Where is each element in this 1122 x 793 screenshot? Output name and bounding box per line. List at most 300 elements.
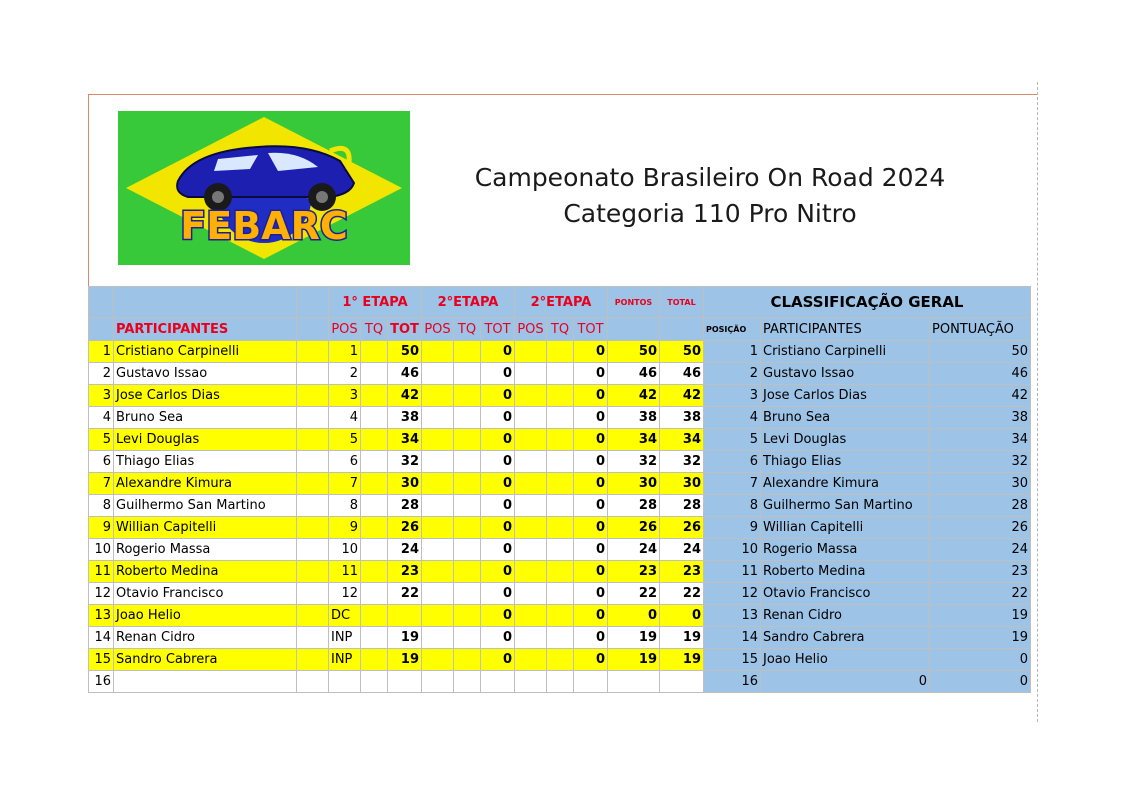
etapa3-tot: 0 [574,649,608,671]
pontos-value: 46 [608,363,660,385]
etapa1-tot: 30 [388,473,422,495]
table-row [89,561,1031,583]
etapa3-tot: 0 [574,605,608,627]
classificacao-pontuacao: 42 [930,385,1031,407]
etapa2-tq [454,561,481,583]
etapa3-tot: 0 [574,539,608,561]
pontuacao-header: PONTUAÇÃO [930,318,1031,341]
pontos-value: 50 [608,341,660,363]
etapa3-tq [547,495,574,517]
classificacao-geral-header: CLASSIFICAÇÃO GERAL [704,287,1031,318]
tot-header-2: TOT [481,318,515,341]
etapa1-tq [361,341,388,363]
total-value: 19 [660,627,704,649]
classificacao-name: Renan Cidro [761,605,930,627]
classificacao-name: Cristiano Carpinelli [761,341,930,363]
total-value: 26 [660,517,704,539]
pontos-value: 26 [608,517,660,539]
classificacao-posicao: 6 [704,451,761,473]
etapa2-tq [454,605,481,627]
etapa3-tot: 0 [574,583,608,605]
classificacao-posicao: 1 [704,341,761,363]
classificacao-posicao: 5 [704,429,761,451]
etapa3-tot: 0 [574,363,608,385]
pos-header-2: POS [422,318,454,341]
etapa3-tot: 0 [574,517,608,539]
etapa2-tot: 0 [481,561,515,583]
etapa3-tot: 0 [574,561,608,583]
etapa3-tq [547,451,574,473]
row-number: 15 [89,649,114,671]
table-row [89,671,1031,693]
etapa1-pos: 12 [329,583,361,605]
etapa3-tot: 0 [574,473,608,495]
participant-name: Alexandre Kimura [114,473,297,495]
etapa3-tq [547,605,574,627]
etapa3-tq [547,517,574,539]
etapa3-tot: 0 [574,451,608,473]
svg-text:FEBARC: FEBARC [180,204,348,248]
blank-col [297,473,329,495]
pontos-value: 24 [608,539,660,561]
total-value: 50 [660,341,704,363]
standings-table [88,286,1031,693]
table-row [89,363,1031,385]
etapa1-pos: 4 [329,407,361,429]
page-break-line [1037,82,1038,722]
table-row [89,517,1031,539]
etapa1-tot: 28 [388,495,422,517]
etapa2-pos [422,671,454,693]
etapa2-tot: 0 [481,495,515,517]
classificacao-posicao: 3 [704,385,761,407]
etapa2-tq [454,407,481,429]
blank-col [297,605,329,627]
classificacao-posicao: 15 [704,649,761,671]
total-value: 22 [660,583,704,605]
classificacao-pontuacao: 38 [930,407,1031,429]
etapa1-tot: 22 [388,583,422,605]
total-value: 42 [660,385,704,407]
row-number: 7 [89,473,114,495]
table-row [89,583,1031,605]
classificacao-pontuacao: 28 [930,495,1031,517]
classificacao-pontuacao: 46 [930,363,1031,385]
pontos-value: 23 [608,561,660,583]
etapa2-pos [422,451,454,473]
title-line-2: Categoria 110 Pro Nitro [563,199,857,228]
table-row [89,385,1031,407]
classificacao-name: Sandro Cabrera [761,627,930,649]
total-value: 32 [660,451,704,473]
blank-col [297,341,329,363]
etapa1-pos: 9 [329,517,361,539]
blank-col [297,517,329,539]
classificacao-name: Joao Helio [761,649,930,671]
etapa1-tot: 23 [388,561,422,583]
blank-col [297,583,329,605]
etapa2-tq [454,341,481,363]
participant-name: Joao Helio [114,605,297,627]
row-number: 5 [89,429,114,451]
tq-header-2: TQ [454,318,481,341]
classificacao-posicao: 12 [704,583,761,605]
participant-name: Gustavo Issao [114,363,297,385]
etapa3-tq [547,363,574,385]
etapa2-tot: 0 [481,451,515,473]
pontos-value: 28 [608,495,660,517]
etapa3-pos [515,605,547,627]
etapa1-pos: 3 [329,385,361,407]
classificacao-name: Levi Douglas [761,429,930,451]
classificacao-pontuacao: 50 [930,341,1031,363]
etapa2-pos [422,583,454,605]
etapa2-tot [481,671,515,693]
blank-col [297,649,329,671]
tot-header-3: TOT [574,318,608,341]
tq-header-1: TQ [361,318,388,341]
participant-name: Jose Carlos Dias [114,385,297,407]
etapa1-pos: 11 [329,561,361,583]
pontos-value: 19 [608,627,660,649]
etapa2-pos [422,495,454,517]
etapa3-tot: 0 [574,385,608,407]
classificacao-posicao: 10 [704,539,761,561]
etapa2-pos [422,539,454,561]
pontos-value: 42 [608,385,660,407]
classificacao-pontuacao: 30 [930,473,1031,495]
etapa1-tq [361,605,388,627]
classificacao-posicao: 11 [704,561,761,583]
classificacao-posicao: 7 [704,473,761,495]
etapa1-tot: 42 [388,385,422,407]
etapa2-pos [422,363,454,385]
febarc-logo [118,111,410,265]
classificacao-name: Willian Capitelli [761,517,930,539]
etapa2-tot: 0 [481,363,515,385]
blank-col [297,627,329,649]
total-value: 46 [660,363,704,385]
etapa3-tq [547,649,574,671]
etapa1-tq [361,561,388,583]
etapa1-tq [361,429,388,451]
total-value: 24 [660,539,704,561]
etapa1-tq [361,649,388,671]
classificacao-name: Guilhermo San Martino [761,495,930,517]
etapa2-pos [422,385,454,407]
etapa1-pos: 1 [329,341,361,363]
etapa3-pos [515,385,547,407]
etapa2-tot: 0 [481,649,515,671]
etapa1-tot: 32 [388,451,422,473]
etapa1-tq [361,583,388,605]
etapa2-tot: 0 [481,583,515,605]
participant-name: Renan Cidro [114,627,297,649]
total-value: 19 [660,649,704,671]
etapa2-pos [422,429,454,451]
etapa2-pos [422,473,454,495]
etapa3-pos [515,671,547,693]
participant-name: Rogerio Massa [114,539,297,561]
classificacao-posicao: 8 [704,495,761,517]
classificacao-pontuacao: 0 [930,671,1031,693]
etapa3-pos [515,429,547,451]
row-number: 6 [89,451,114,473]
etapa1-pos: 8 [329,495,361,517]
etapa1-tot: 19 [388,627,422,649]
etapa2-tq [454,451,481,473]
etapa1-tot [388,605,422,627]
etapa2-tot: 0 [481,407,515,429]
etapa2-tq [454,429,481,451]
blank-col [297,495,329,517]
classificacao-posicao: 2 [704,363,761,385]
blank-col [297,429,329,451]
etapa3-pos [515,363,547,385]
classificacao-posicao: 14 [704,627,761,649]
classificacao-pontuacao: 23 [930,561,1031,583]
etapa1-tq [361,671,388,693]
title-line-1: Campeonato Brasileiro On Road 2024 [474,163,946,192]
classificacao-pontuacao: 19 [930,627,1031,649]
total-header: TOTAL [660,287,704,318]
etapa3-pos [515,495,547,517]
etapa2-tq [454,627,481,649]
etapa1-pos: DC [329,605,361,627]
participant-name: Sandro Cabrera [114,649,297,671]
pontos-header: PONTOS [608,287,660,318]
participant-name: Roberto Medina [114,561,297,583]
classificacao-name: Alexandre Kimura [761,473,930,495]
classificacao-pontuacao: 19 [930,605,1031,627]
pontos-value: 38 [608,407,660,429]
etapa2-pos [422,627,454,649]
total-value: 28 [660,495,704,517]
etapa3-pos [515,341,547,363]
table-row [89,495,1031,517]
classificacao-pontuacao: 0 [930,649,1031,671]
row-number: 1 [89,341,114,363]
participantes-header: PARTICIPANTES [114,318,297,341]
etapa3-tot: 0 [574,495,608,517]
etapa1-tot: 38 [388,407,422,429]
etapa3-tot [574,671,608,693]
etapa1-pos: 7 [329,473,361,495]
posicao-header: POSIÇÃO [704,318,761,341]
etapa1-pos [329,671,361,693]
etapa3-pos [515,407,547,429]
row-number: 13 [89,605,114,627]
tot-header-1: TOT [388,318,422,341]
etapa3-tq [547,671,574,693]
blank-col [297,363,329,385]
pontos-value [608,671,660,693]
row-number: 2 [89,363,114,385]
etapa1-tot: 26 [388,517,422,539]
table-row [89,451,1031,473]
table-row [89,627,1031,649]
total-value: 38 [660,407,704,429]
etapa2-pos [422,605,454,627]
blank-col [297,671,329,693]
etapa1-tq [361,517,388,539]
total-value: 30 [660,473,704,495]
pontos-value: 19 [608,649,660,671]
etapa3-tot: 0 [574,429,608,451]
etapa2-tq [454,517,481,539]
etapa2-pos [422,341,454,363]
etapa3-tq [547,429,574,451]
etapa2-tq [454,583,481,605]
pos-header-3: POS [515,318,547,341]
row-number: 8 [89,495,114,517]
logo-wordmark [180,204,347,248]
etapa3-tq [547,407,574,429]
etapa1-tq [361,363,388,385]
blank-col [297,561,329,583]
classificacao-name: 0 [761,671,930,693]
classificacao-posicao: 4 [704,407,761,429]
classificacao-pontuacao: 26 [930,517,1031,539]
row-number: 12 [89,583,114,605]
participant-name: Thiago Elias [114,451,297,473]
etapa1-tot: 24 [388,539,422,561]
table-row [89,539,1031,561]
classificacao-name: Gustavo Issao [761,363,930,385]
classificacao-posicao: 9 [704,517,761,539]
classificacao-name: Otavio Francisco [761,583,930,605]
blank-col [297,451,329,473]
etapa3-pos [515,561,547,583]
etapa1-tot: 34 [388,429,422,451]
participant-name: Bruno Sea [114,407,297,429]
total-value: 23 [660,561,704,583]
etapa1-tot: 19 [388,649,422,671]
etapa3-tq [547,583,574,605]
classificacao-name: Roberto Medina [761,561,930,583]
header-row-1 [89,287,1031,318]
etapa3-tq [547,385,574,407]
etapa3-pos [515,473,547,495]
table-row [89,473,1031,495]
pontos-value: 34 [608,429,660,451]
etapa3-pos [515,649,547,671]
etapa1-pos: 10 [329,539,361,561]
table-row [89,407,1031,429]
etapa2-tot: 0 [481,517,515,539]
etapa1-tq [361,539,388,561]
etapa1-tq [361,627,388,649]
total-value [660,671,704,693]
table-row [89,605,1031,627]
participant-name: Levi Douglas [114,429,297,451]
row-number: 9 [89,517,114,539]
etapa2-pos [422,561,454,583]
header-row-2 [89,318,1031,341]
classificacao-name: Rogerio Massa [761,539,930,561]
etapa3-pos [515,583,547,605]
etapa3-pos [515,517,547,539]
etapa2-tq [454,495,481,517]
etapa1-tq [361,495,388,517]
classificacao-posicao: 13 [704,605,761,627]
pontos-value: 30 [608,473,660,495]
etapa2-tq [454,363,481,385]
etapa2-pos [422,407,454,429]
etapa1-header: 1° ETAPA [329,287,422,318]
classificacao-name: Thiago Elias [761,451,930,473]
etapa1-tot: 50 [388,341,422,363]
row-number: 11 [89,561,114,583]
classificacao-pontuacao: 24 [930,539,1031,561]
etapa2-tq [454,473,481,495]
etapa1-tq [361,451,388,473]
etapa2-tot: 0 [481,341,515,363]
participant-name: Otavio Francisco [114,583,297,605]
blank-col [297,385,329,407]
etapa1-tot [388,671,422,693]
etapa2-tq [454,671,481,693]
etapa3-tot: 0 [574,341,608,363]
pontos-value: 0 [608,605,660,627]
page-title [440,160,980,232]
row-number: 3 [89,385,114,407]
row-number: 4 [89,407,114,429]
etapa3-tq [547,341,574,363]
classificacao-pontuacao: 34 [930,429,1031,451]
classificacao-name: Bruno Sea [761,407,930,429]
participant-name [114,671,297,693]
etapa1-pos: INP [329,649,361,671]
row-number: 16 [89,671,114,693]
etapa3-pos [515,451,547,473]
etapa2-pos [422,649,454,671]
etapa2-tot: 0 [481,429,515,451]
classificacao-posicao: 16 [704,671,761,693]
classificacao-pontuacao: 32 [930,451,1031,473]
etapa2-tot: 0 [481,473,515,495]
row-number: 10 [89,539,114,561]
etapa2-tot: 0 [481,627,515,649]
etapa3-tq [547,561,574,583]
etapa3-tq [547,473,574,495]
etapa1-pos: 5 [329,429,361,451]
pos-header-1: POS [329,318,361,341]
table-row [89,649,1031,671]
etapa3-tot: 0 [574,407,608,429]
etapa3-tq [547,627,574,649]
etapa1-pos: INP [329,627,361,649]
table-row [89,429,1031,451]
page-border-left [88,94,89,286]
etapa2-tq [454,539,481,561]
pontos-value: 32 [608,451,660,473]
etapa1-tot: 46 [388,363,422,385]
row-number: 14 [89,627,114,649]
participant-name: Willian Capitelli [114,517,297,539]
etapa1-pos: 2 [329,363,361,385]
etapa1-pos: 6 [329,451,361,473]
etapa2-tot: 0 [481,605,515,627]
etapa2-header: 2°ETAPA [422,287,515,318]
etapa3-header: 2°ETAPA [515,287,608,318]
total-value: 34 [660,429,704,451]
etapa1-tq [361,385,388,407]
etapa2-pos [422,517,454,539]
pontos-value: 22 [608,583,660,605]
participant-name: Cristiano Carpinelli [114,341,297,363]
table-row [89,341,1031,363]
